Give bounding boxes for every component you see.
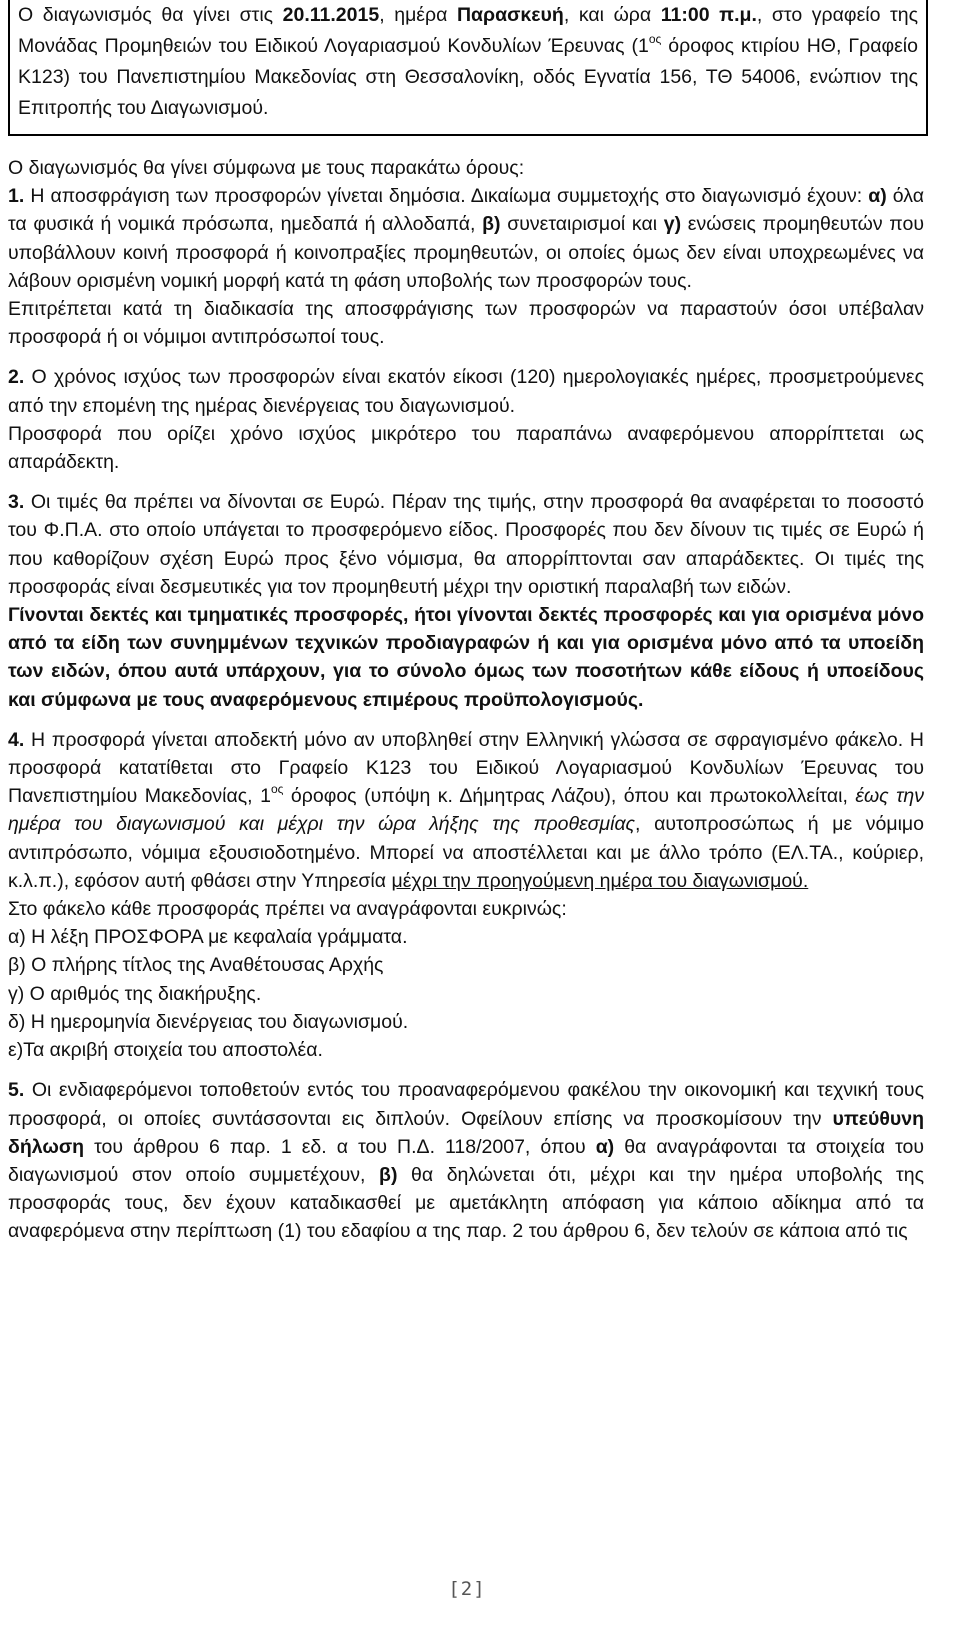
deadline-underlined-text: μέχρι την προηγούμενη ημέρα του διαγωνισμού. [391, 869, 809, 892]
envelope-list-intro: Στο φάκελο κάθε προσφοράς πρέπει να αναγράφονται ευκρινώς: [8, 898, 567, 921]
section-text: Η αποσφράγιση των προσφορών γίνεται δημόσια. Δικαίωμα συμμετοχής στο διαγωνισμό έχουν: [24, 185, 869, 208]
section-number: 3. [8, 491, 25, 514]
envelope-list-item: β) Ο πλήρης τίτλος της Αναθέτουσας Αρχής [8, 954, 384, 977]
section-5 [8, 1076, 924, 1245]
section-text: συνεταιρισμοί και [500, 213, 664, 236]
item-letter: γ) [663, 213, 682, 236]
solemn-declaration-text: υπεύθυνη δήλωση [8, 1107, 924, 1158]
box-text: , ημέρα [379, 4, 457, 26]
section-2 [8, 363, 924, 419]
section-number: 4. [8, 728, 25, 751]
document-page [8, 0, 940, 1246]
tender-time: 11:00 π.μ. [660, 4, 757, 26]
section-1 [8, 182, 924, 295]
item-letter: β) [482, 213, 501, 236]
section-text: θα αναγράφονται τα στοιχεία του διαγωνισμού στον οποίο συμμετέχουν, [8, 1135, 925, 1186]
box-text: , και ώρα [563, 4, 661, 26]
partial-offers-text: Γίνονται δεκτές και τμηματικές προσφορές, ήτοι γίνονται δεκτές προσφορές και για ορισμένα μόνο από τα είδη των συνημμένων τεχνικών προδιαγραφών ή και για ορισμένα μόνο από τα υποείδη των ειδών, όπου αυτά υπάρχουν, για το σύνολο όμως των ποσοτήτων κάθε είδους ή υποείδους και σύμφωνα με τους αναφερόμενους επιμέρους προϋπολογισμούς. [8, 604, 924, 711]
section-2-paragraph-2: Προσφορά που ορίζει χρόνο ισχύος μικρότερο του παραπάνω αναφερόμενου απορρίπτεται ως απαράδεκτη. [8, 422, 924, 474]
section-text: Η προσφορά γίνεται αποδεκτή μόνο αν υποβληθεί στην Ελληνική γλώσσα σε σφραγισμένο φάκελο. Η προσφορά κατατίθεται στο Γραφείο Κ123 του Ειδικού Λογαριασμού Κονδυλίων Έρευνας του Πανεπιστημίου Μακεδονίας, 1 [8, 728, 924, 808]
section-3 [8, 488, 924, 601]
section-number: 5. [8, 1079, 25, 1102]
envelope-list-item: α) Η λέξη ΠΡΟΣΦΟΡΑ με κεφαλαία γράμματα. [8, 926, 408, 949]
section-1-paragraph-2: Επιτρέπεται κατά τη διαδικασία της αποσφράγισης των προσφορών να παραστούν όσοι υπέβαλαν προσφορά ή οι νόμιμοι αντιπρόσωποί τους. [8, 298, 924, 349]
tender-date: 20.11.2015 [282, 4, 380, 26]
ordinal-suffix: ος [648, 32, 662, 46]
section-4 [8, 726, 924, 895]
section-number: 2. [8, 366, 25, 389]
section-text: , αυτοπροσώπως ή με νόμιμο αντιπρόσωπο, νόμιμα εξουσιοδοτημένο. Μπορεί να αποστέλλεται και με άλλο τρόπο (ΕΛ.ΤΑ., κούριερ, κ.λ.π.), εφόσον αυτή φθάσει στην Υπηρεσία [8, 813, 924, 892]
tender-day: Παρασκευή [456, 4, 564, 26]
section-number: 1. [8, 185, 25, 208]
section-text: ενώσεις προμηθευτών που υποβάλλουν κοινή προσφορά ή κοινοπραξίες προμηθευτών, οι οποίες όμως δεν είναι υποχρεωμένες να λάβουν ορισμένη νομική μορφή κατά τη φάση υποβολής των προσφορών τους. [8, 213, 924, 292]
page-number: [2] [448, 1578, 486, 1600]
section-text: Οι τιμές θα πρέπει να δίνονται σε Ευρώ. Πέραν της τιμής, στην προσφορά θα αναφέρεται το ποσοστό του Φ.Π.Α. στο οποίο υπάγεται το προσφερόμενο είδος. Προσφορές που δεν δίνουν τις τιμές σε Ευρώ ή που καθορίζουν σχέση Ευρώ προς ξένο νόμισμα, θα απορρίπτονται σαν απαράδεκτες. Οι τιμές της προσφοράς είναι δεσμευτικές για τον προμηθευτή μέχρι την οριστική παραλαβή των ειδών. [8, 491, 924, 598]
box-text: , στο γραφείο της Μονάδας Προμηθειών του Ειδικού Λογαριασμού Κονδυλίων Έρευνας (1 [18, 4, 918, 57]
section-text: Ο χρόνος ισχύος των προσφορών είναι εκατόν είκοσι (120) ημερολογιακές ημέρες, προσμετρούμενες από την επομένη της ημέρας διενέργειας του διαγωνισμού. [8, 366, 924, 417]
section-text: θα δηλώνεται ότι, μέχρι και την ημέρα υποβολής της προσφοράς τους, δεν έχουν καταδικασθεί με αμετάκλητη απόφαση για κάποιο αδίκημα από τα αναφερόμενα στην περίπτωση (1) του εδαφίου α της παρ. 2 του άρθρου 6, δεν τελούν σε κάποια από τις [8, 1163, 924, 1243]
ordinal-suffix: ος [270, 782, 284, 797]
section-text: όροφος (υπόψη κ. Δήμητρας Λάζου), όπου και πρωτοκολλείται, [283, 785, 856, 808]
section-text: όλα τα φυσικά ή νομικά πρόσωπα, ημεδαπά ή αλλοδαπά, [8, 185, 924, 236]
envelope-list-item: δ) Η ημερομηνία διενέργειας του διαγωνισμού. [8, 1010, 409, 1033]
envelope-list-item: γ) Ο αριθμός της διακήρυξης. [8, 982, 262, 1005]
item-letter: α) [868, 185, 887, 208]
box-text: όροφος κτιρίου ΗΘ, Γραφείο Κ123) του Πανεπιστημίου Μακεδονίας στη Θεσσαλονίκη, οδός Εγνατία 156, ΤΘ 54006, ενώπιον της Επιτροπής του Διαγωνισμού. [18, 35, 918, 119]
tender-date-box [8, 0, 928, 136]
item-letter: β) [379, 1163, 398, 1186]
terms-intro: Ο διαγωνισμός θα γίνει σύμφωνα με τους παρακάτω όρους: [8, 157, 525, 179]
item-letter: α) [595, 1135, 615, 1158]
deadline-italic-text: έως την ημέρα του διαγωνισμού και μέχρι την ώρα λήξης της προθεσμίας [8, 785, 924, 836]
section-text: Οι ενδιαφερόμενοι τοποθετούν εντός του προαναφερόμενου φακέλου την οικονομική και τεχνική τους προσφορά, οι οποίες συντάσσονται εις διπλούν. Οφείλουν επίσης να προσκομίσουν την [8, 1079, 924, 1130]
section-text: του άρθρου 6 παρ. 1 εδ. α του Π.Δ. 118/2007, όπου [84, 1135, 596, 1158]
envelope-list-item: ε)Τα ακριβή στοιχεία του αποστολέα. [8, 1039, 323, 1062]
box-text: Ο διαγωνισμός θα γίνει στις [18, 4, 283, 26]
section-3-bold-paragraph [8, 601, 924, 714]
